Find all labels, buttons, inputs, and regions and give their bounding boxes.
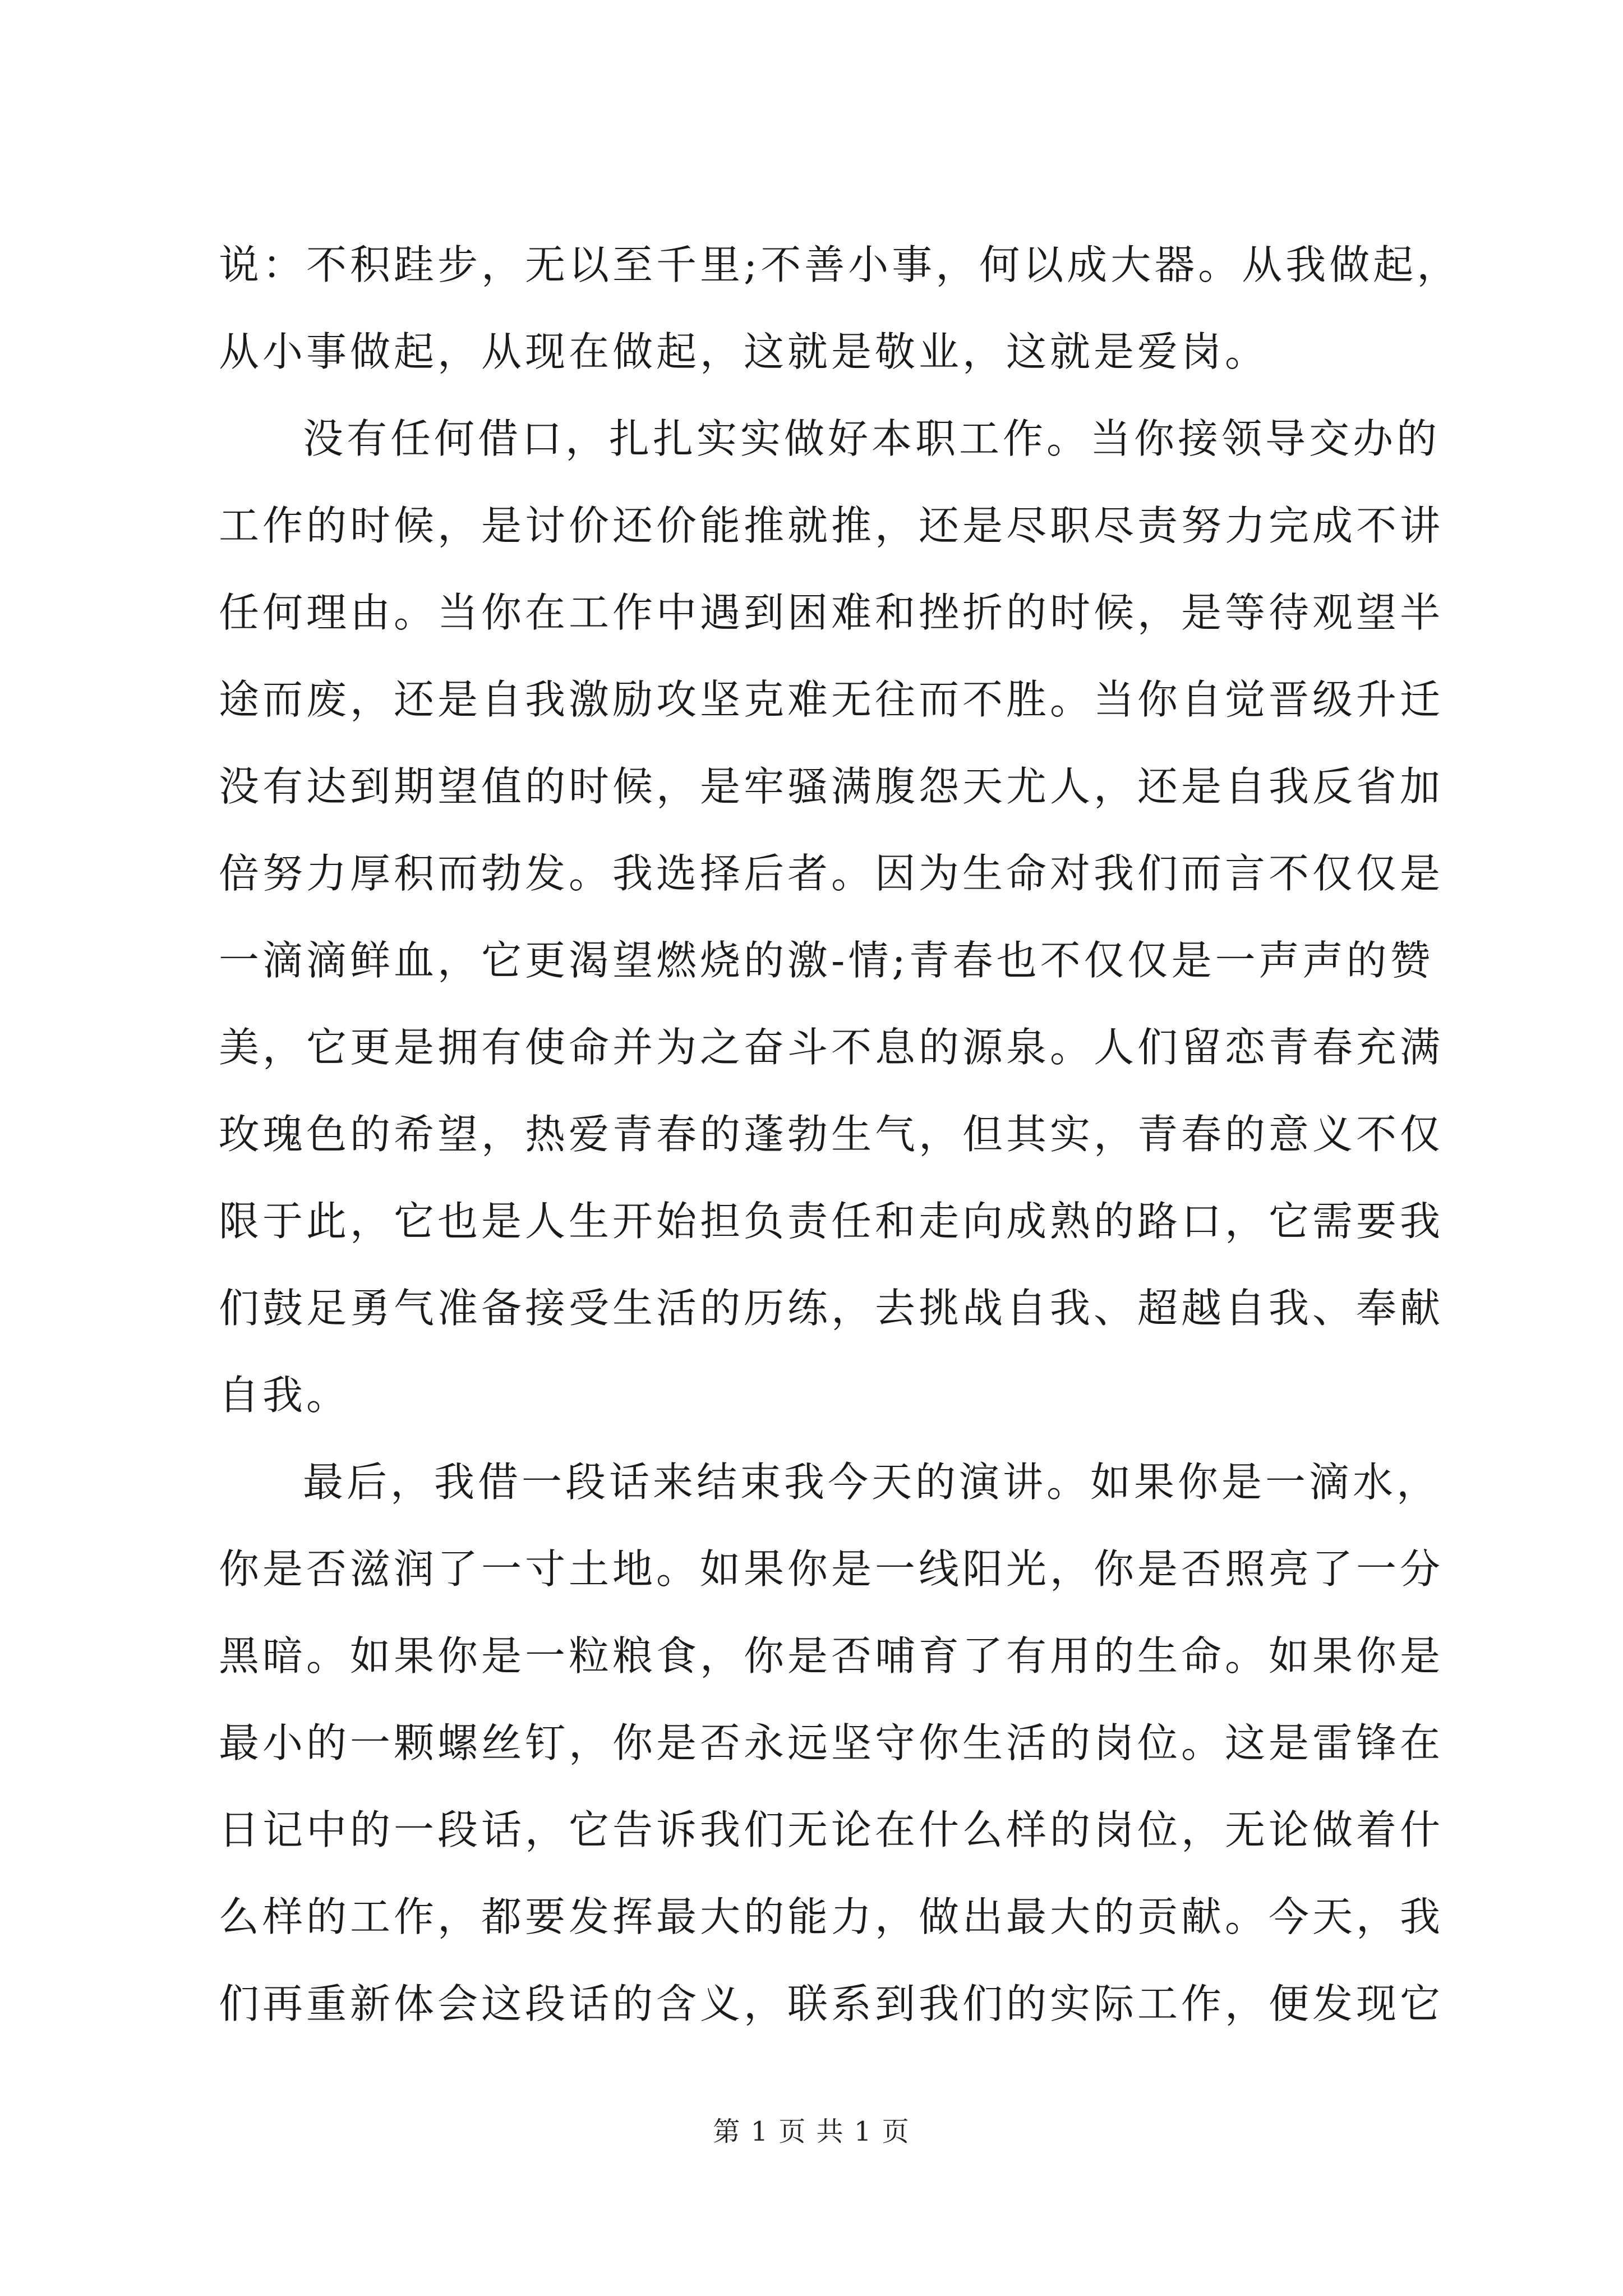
- text-line: 任何理由。当你在工作中遇到困难和挫折的时候，是等待观望半: [219, 589, 1444, 636]
- text-line: 最后，我借一段话来结束我今天的演讲。如果你是一滴水，: [303, 1458, 1441, 1506]
- text-line: 你是否滋润了一寸土地。如果你是一线阳光，你是否照亮了一分: [219, 1545, 1444, 1593]
- text-line: 倍努力厚积而勃发。我选择后者。因为生命对我们而言不仅仅是: [219, 850, 1444, 897]
- text-line: 自我。: [219, 1372, 351, 1419]
- page-number-label: 第 1 页 共 1 页: [713, 2116, 910, 2147]
- text-line: 们鼓足勇气准备接受生活的历练，去挑战自我、超越自我、奉献: [219, 1285, 1444, 1332]
- text-line: 从小事做起，从现在做起，这就是敬业，这就是爱岗。: [219, 328, 1269, 375]
- text-line: 限于此，它也是人生开始担负责任和走向成熟的路口，它需要我: [219, 1198, 1444, 1245]
- text-line: 日记中的一段话，它告诉我们无论在什么样的岗位，无论做着什: [219, 1806, 1444, 1853]
- text-line: 黑暗。如果你是一粒粮食，你是否哺育了有用的生命。如果你是: [219, 1632, 1444, 1680]
- text-line: 说：不积跬步，无以至千里;不善小事，何以成大器。从我做起，: [219, 241, 1461, 288]
- text-line: 们再重新体会这段话的含义，联系到我们的实际工作，便发现它: [219, 1980, 1444, 2027]
- page-footer: [0, 2115, 1623, 2148]
- text-line: 一滴滴鲜血，它更渴望燃烧的激-情;青春也不仅仅是一声声的赞: [219, 937, 1434, 984]
- text-line: 最小的一颗螺丝钉，你是否永远坚守你生活的岗位。这是雷锋在: [219, 1719, 1444, 1766]
- text-line: 没有任何借口，扎扎实实做好本职工作。当你接领导交办的: [303, 415, 1441, 462]
- text-line: 没有达到期望值的时候，是牢骚满腹怨天尤人，还是自我反省加: [219, 763, 1444, 810]
- text-line: 工作的时候，是讨价还价能推就推，还是尽职尽责努力完成不讲: [219, 502, 1444, 549]
- document-body: [219, 222, 1461, 2047]
- text-line: 美，它更是拥有使命并为之奋斗不息的源泉。人们留恋青春充满: [219, 1024, 1444, 1071]
- text-line: 么样的工作，都要发挥最大的能力，做出最大的贡献。今天，我: [219, 1893, 1444, 1940]
- text-line: 途而废，还是自我激励攻坚克难无往而不胜。当你自觉晋级升迁: [219, 676, 1444, 723]
- text-line: 玫瑰色的希望，热爱青春的蓬勃生气，但其实，青春的意义不仅: [219, 1111, 1444, 1158]
